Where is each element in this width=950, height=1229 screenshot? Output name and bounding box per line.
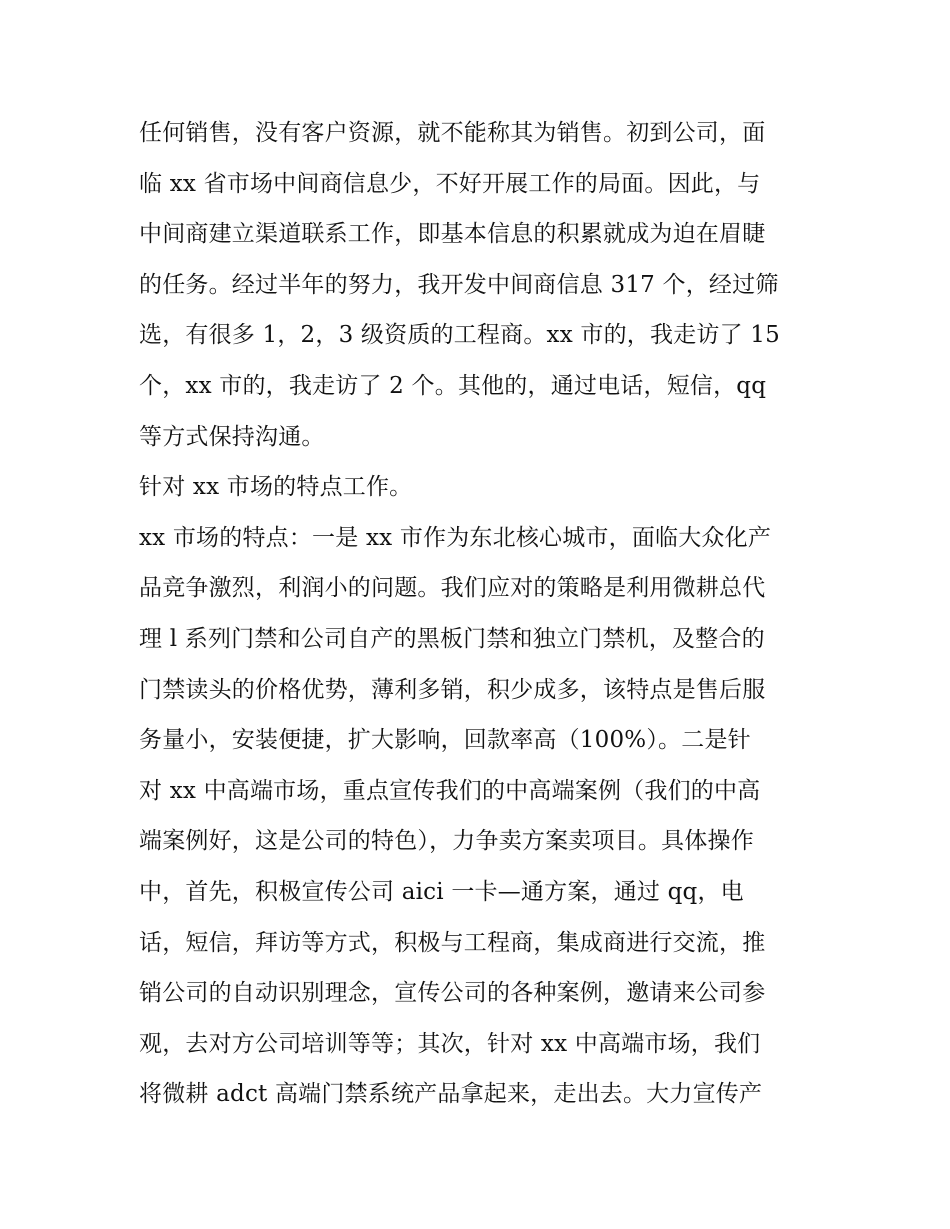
text-line: 端案例好，这是公司的特色），力争卖方案卖项目。具体操作 <box>139 828 754 855</box>
text-line: 对 xx 中高端市场，重点宣传我们的中高端案例（我们的中高 <box>139 777 761 804</box>
text-line: 门禁读头的价格优势，薄利多销，积少成多，该特点是售后服 <box>139 676 766 703</box>
text-line: 将微耕 adct 高端门禁系统产品拿起来，走出去。大力宣传产 <box>139 1081 763 1108</box>
body-text <box>139 108 819 1120</box>
text-line: 临 xx 省市场中间商信息少，不好开展工作的局面。因此，与 <box>139 170 761 197</box>
text-line: 中，首先，积极宣传公司 aici 一卡—通方案，通过 qq，电 <box>139 878 744 905</box>
text-line: 选，有很多 1，2，3 级资质的工程商。xx 市的，我走访了 15 <box>139 322 780 349</box>
text-line: 品竞争激烈，利润小的问题。我们应对的策略是利用微耕总代 <box>139 575 766 602</box>
text-line: 中间商建立渠道联系工作，即基本信息的积累就成为迫在眉睫 <box>139 221 766 248</box>
text-line: 等方式保持沟通。 <box>139 423 325 450</box>
text-line: 个，xx 市的，我走访了 2 个。其他的，通过电话，短信，qq <box>139 372 767 399</box>
text-line: 销公司的自动识别理念，宣传公司的各种案例，邀请来公司参 <box>139 980 766 1007</box>
text-line: 观，去对方公司培训等等；其次，针对 xx 中高端市场，我们 <box>139 1030 761 1057</box>
text-line: 任何销售，没有客户资源，就不能称其为销售。初到公司，面 <box>139 120 766 146</box>
text-line: 的任务。经过半年的努力，我开发中间商信息 317 个，经过筛 <box>139 271 779 298</box>
text-line: 话，短信，拜访等方式，积极与工程商，集成商进行交流，推 <box>139 929 766 956</box>
text-line: 务量小，安装便捷，扩大影响，回款率高（100%）。二是针 <box>139 727 751 754</box>
text-line: 理 l 系列门禁和公司自产的黑板门禁和独立门禁机，及整合的 <box>139 625 765 652</box>
section-heading: 针对 xx 市场的特点工作。 <box>139 474 413 501</box>
text-line: xx 市场的特点：一是 xx 市作为东北核心城市，面临大众化产 <box>139 524 772 551</box>
